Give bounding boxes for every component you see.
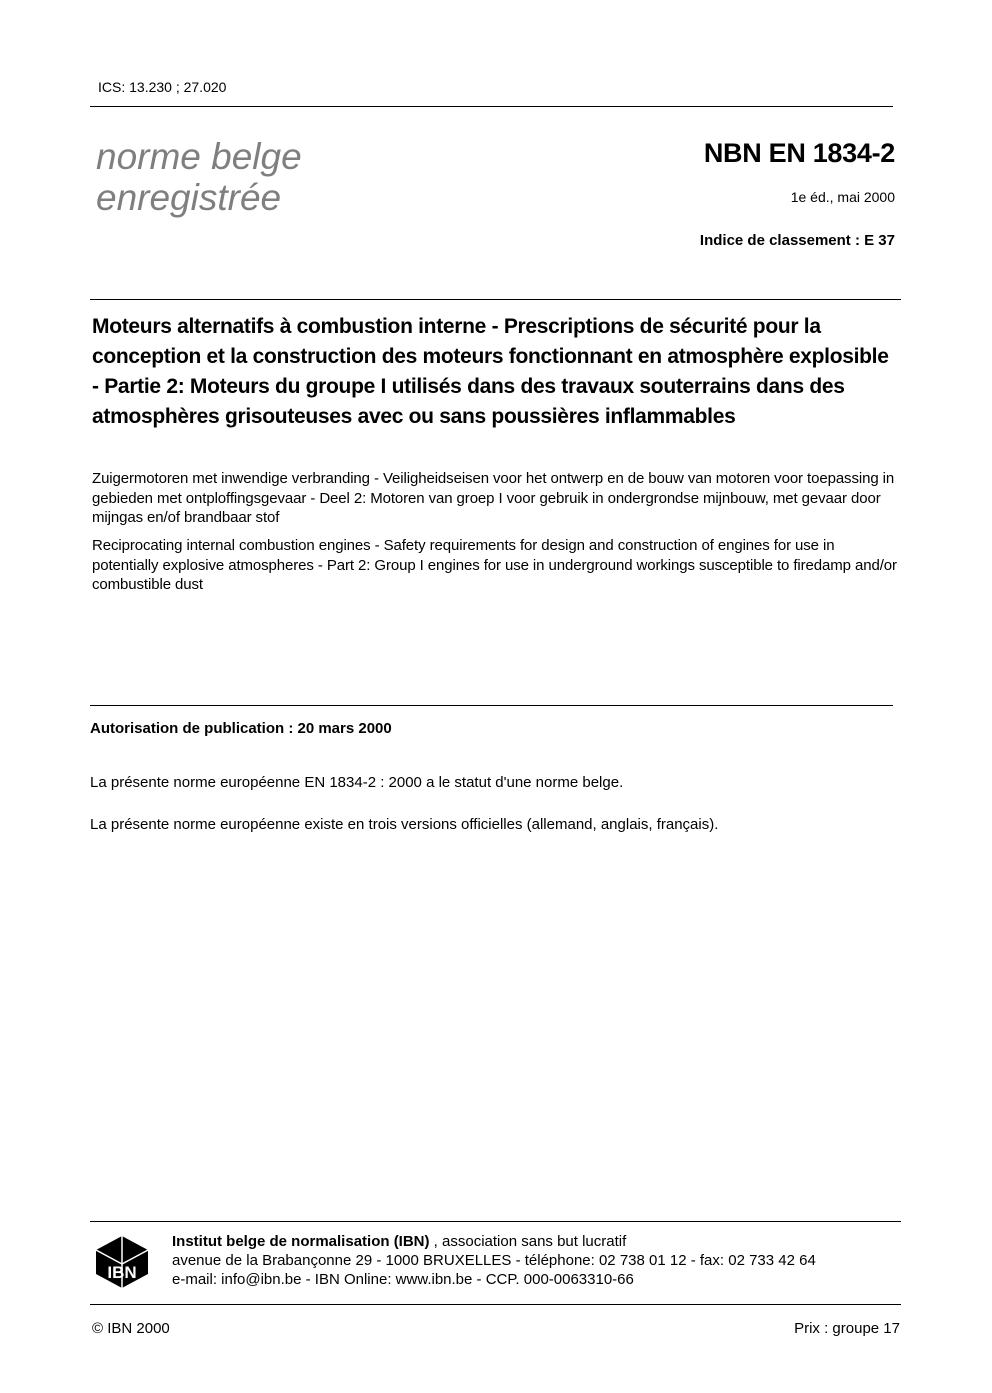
ibn-logo-icon xyxy=(96,1234,148,1290)
institute-name: Institut belge de normalisation (IBN) xyxy=(172,1233,430,1250)
brand-line-2: enregistrée xyxy=(96,177,282,218)
institute-address: avenue de la Brabançonne 29 - 1000 BRUXELLES - téléphone: 02 738 01 12 - fax: 02 733 42 64 xyxy=(172,1252,816,1269)
copyright: © IBN 2000 xyxy=(92,1320,170,1337)
edition-date: 1e éd., mai 2000 xyxy=(790,189,895,205)
price-group: Prix : groupe 17 xyxy=(794,1320,900,1337)
logo-text: IBN xyxy=(107,1263,137,1282)
standard-number: NBN EN 1834-2 xyxy=(703,138,895,168)
publication-authorization: Autorisation de publication : 20 mars 2000 xyxy=(90,720,392,737)
institute-info xyxy=(172,1232,816,1289)
ics-code: ICS: 13.230 ; 27.020 xyxy=(98,79,227,95)
institute-line xyxy=(172,1232,816,1251)
classification-index: Indice de classement : E 37 xyxy=(699,232,895,249)
divider-title xyxy=(90,299,901,300)
brand-line-1: norme belge xyxy=(96,136,302,177)
divider-footer xyxy=(90,1221,901,1222)
institute-suffix: , association sans but lucratif xyxy=(429,1233,627,1250)
divider-authorization xyxy=(90,705,893,706)
title-english: Reciprocating internal combustion engines - Safety requirements for design and construction of engines for use in potentially explosive atmospheres - Part 2: Group I engines for use in underground workings susceptible to firedamp and/or combustible dust xyxy=(92,537,897,593)
divider-bottom xyxy=(90,1304,901,1305)
divider-top xyxy=(90,106,893,107)
title-french: Moteurs alternatifs à combustion interne - Prescriptions de sécurité pour la conception et la construction des moteurs fonctionnant en atmosphère explosible - Partie 2: Moteurs du groupe I utilisés dans des travaux souterrains dans des atmosphères grisouteuses avec ou sans poussières inflammables xyxy=(92,315,889,428)
versions-statement: La présente norme européenne existe en trois versions officielles (allemand, anglais, français). xyxy=(90,816,719,833)
title-dutch: Zuigermotoren met inwendige verbranding - Veiligheidseisen voor het ontwerp en de bouw van motoren voor toepassing in gebieden met ontploffingsgevaar - Deel 2: Motoren van groep I voor gebruik in ondergrondse mijnbouw, met gevaar door mijngas en/of brandbaar stof xyxy=(92,470,895,526)
institute-contact: e-mail: info@ibn.be - IBN Online: www.ibn.be - CCP. 000-0063310-66 xyxy=(172,1271,634,1288)
brand-title xyxy=(96,136,302,218)
status-statement: La présente norme européenne EN 1834-2 : 2000 a le statut d'une norme belge. xyxy=(90,774,624,791)
